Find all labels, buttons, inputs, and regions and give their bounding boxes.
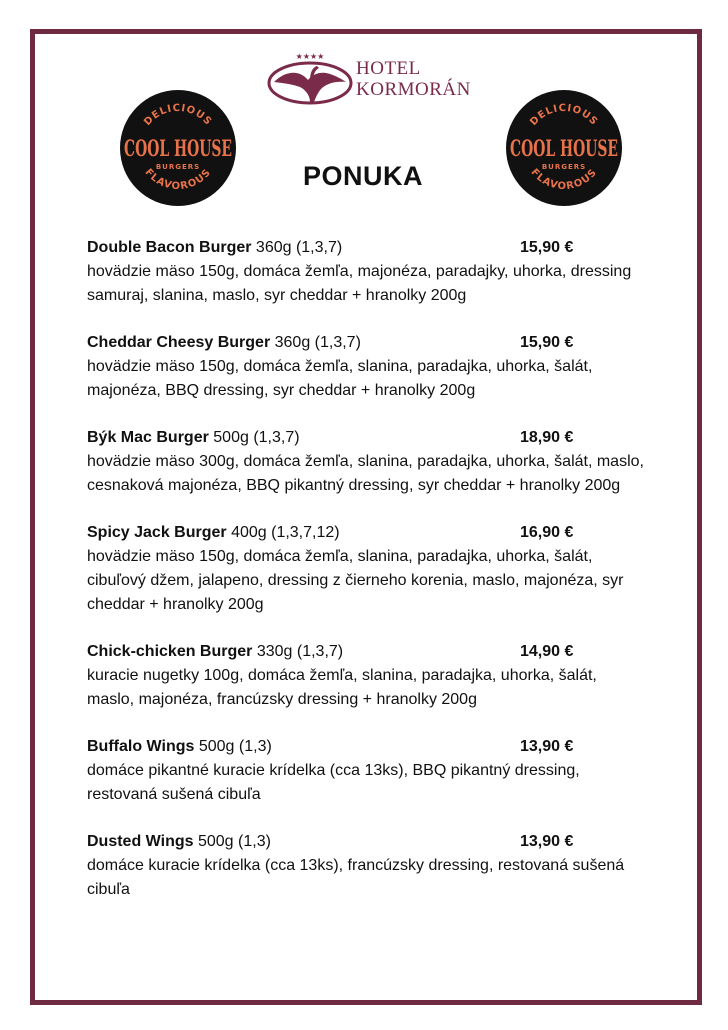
cormorant-emblem-icon: [266, 50, 354, 106]
item-description: kuracie nugetky 100g, domáca žemľa, slanina, paradajka, uhorka, šalát, maslo, majonéza, francúzsky dressing + hranolky 200g: [87, 667, 597, 708]
item-price: 14,90 €: [520, 643, 574, 660]
hotel-name-line2: KORMORÁN: [356, 79, 471, 100]
item-header: [87, 640, 647, 664]
item-name: Cheddar Cheesy Burger: [87, 334, 271, 351]
hotel-logo: [266, 50, 471, 106]
item-details: 400g (1,3,7,12): [226, 524, 340, 541]
item-name: Býk Mac Burger: [87, 429, 209, 446]
item-price: 16,90 €: [520, 524, 574, 541]
badge-top-text: DELICIOUS: [142, 102, 214, 128]
item-header: [87, 426, 647, 450]
item-description: domáce kuracie krídelka (cca 13ks), francúzsky dressing, restovaná sušená cibuľa: [87, 857, 625, 898]
menu-item: [87, 830, 647, 902]
item-details: 500g (1,3): [194, 738, 272, 755]
item-name: Chick-chicken Burger: [87, 643, 253, 660]
item-header: [87, 521, 647, 545]
item-header: [87, 735, 647, 759]
hotel-name-line1: HOTEL: [356, 58, 421, 79]
menu-item: [87, 236, 647, 308]
item-price: 13,90 €: [520, 738, 574, 755]
page-title: PONUKA: [302, 161, 423, 191]
badge-sub-text: BURGERS: [541, 163, 587, 171]
badge-main-text: COOL HOUSE: [510, 136, 618, 162]
item-description: hovädzie mäso 150g, domáca žemľa, majonéza, paradajky, uhorka, dressing samuraj, slanina, maslo, syr cheddar + hranolky 200g: [87, 263, 632, 304]
item-name: Dusted Wings: [87, 833, 194, 850]
item-price: 13,90 €: [520, 833, 574, 850]
item-details: 360g (1,3,7): [270, 334, 361, 351]
item-details: 360g (1,3,7): [251, 239, 343, 256]
item-name: Double Bacon Burger: [87, 239, 252, 256]
menu-item: [87, 521, 647, 617]
cool-house-badge-right: [505, 89, 623, 207]
cool-house-badge-left: [119, 89, 237, 207]
badge-bottom-text: FLAVOROUS: [142, 166, 214, 193]
item-details: 500g (1,3,7): [208, 429, 300, 446]
badge-top-text: DELICIOUS: [528, 102, 600, 128]
item-header: [87, 236, 647, 260]
badge-sub-text: BURGERS: [155, 163, 201, 171]
item-price: 15,90 €: [520, 334, 574, 351]
hotel-stars: ★★★★: [295, 52, 325, 61]
menu-list: [87, 236, 647, 925]
item-header: [87, 331, 647, 355]
item-description: domáce pikantné kuracie krídelka (cca 13ks), BBQ pikantný dressing, restovaná sušená cibuľa: [87, 762, 580, 803]
hotel-name: [356, 58, 471, 100]
menu-item: [87, 331, 647, 403]
badge-main-text: COOL HOUSE: [124, 136, 232, 162]
item-name: Spicy Jack Burger: [87, 524, 227, 541]
menu-item: [87, 426, 647, 498]
menu-item: [87, 640, 647, 712]
item-price: 18,90 €: [520, 429, 574, 446]
item-details: 330g (1,3,7): [252, 643, 344, 660]
menu-item: [87, 735, 647, 807]
item-header: [87, 830, 647, 854]
item-description: hovädzie mäso 300g, domáca žemľa, slanina, paradajka, uhorka, šalát, maslo, cesnaková majonéza, BBQ pikantný dressing, syr cheddar + hranolky 200g: [87, 453, 644, 494]
badge-bottom-text: FLAVOROUS: [528, 166, 600, 193]
item-name: Buffalo Wings: [87, 738, 195, 755]
item-description: hovädzie mäso 150g, domáca žemľa, slanina, paradajka, uhorka, šalát, majonéza, BBQ dressing, syr cheddar + hranolky 200g: [87, 358, 593, 399]
item-price: 15,90 €: [520, 239, 574, 256]
item-details: 500g (1,3): [193, 833, 271, 850]
item-description: hovädzie mäso 150g, domáca žemľa, slanina, paradajka, uhorka, šalát, cibuľový džem, jalapeno, dressing z čierneho korenia, maslo, majonéza, syr cheddar + hranolky 200g: [87, 548, 624, 613]
